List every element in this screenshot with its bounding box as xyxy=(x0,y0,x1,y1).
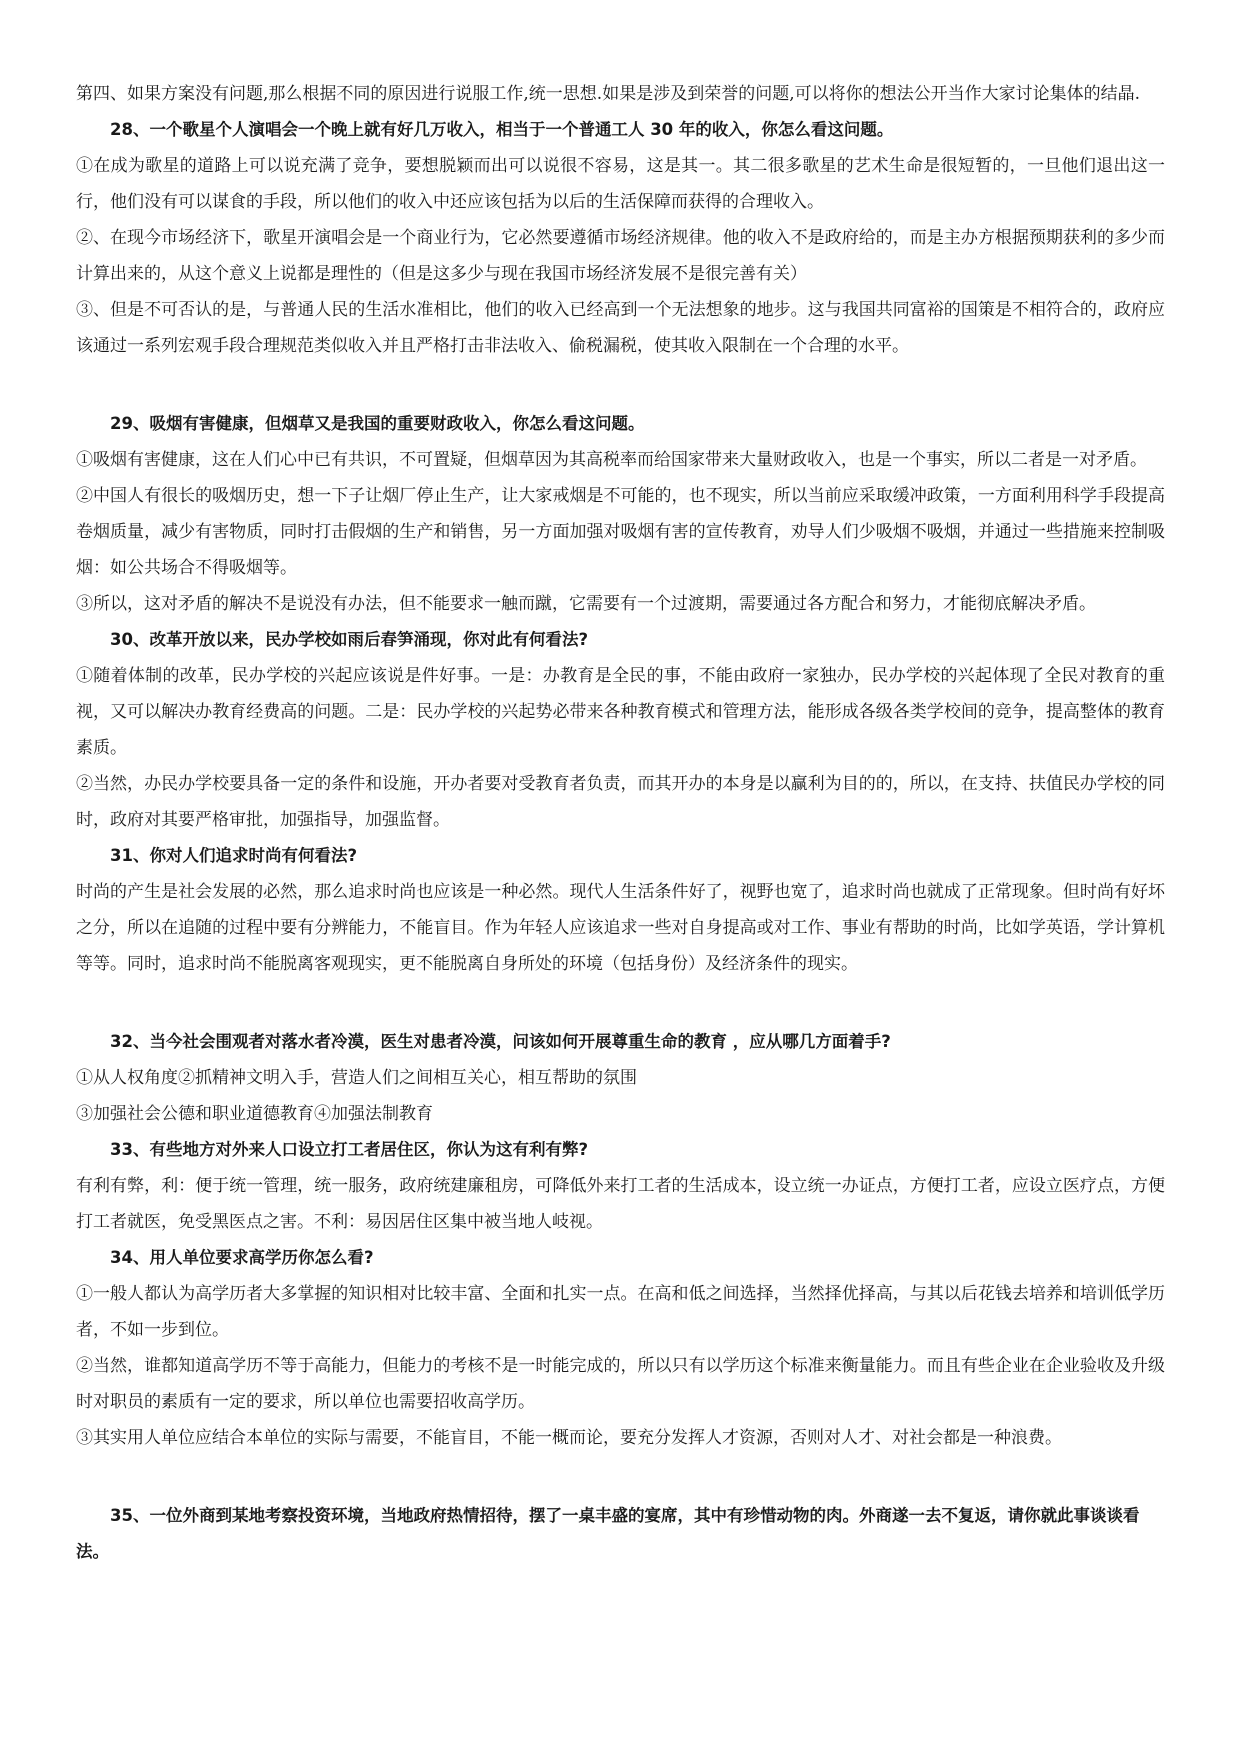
q34-answer-3: ③其实用人单位应结合本单位的实际与需要，不能盲目，不能一概而论，要充分发挥人才资源，否则对人才、对社会都是一种浪费。 xyxy=(76,1428,1062,1448)
question-31-title: 31、你对人们追求时尚有何看法? xyxy=(110,846,358,865)
q30-answer-1: ①随着体制的改革，民办学校的兴起应该说是件好事。一是：办教育是全民的事，不能由政府一家独办，民办学校的兴起体现了全民对教育的重视，又可以解决办教育经费高的问题。二是：民办学校的兴起势必带来各种教育模式和管理方法，能形成各级各类学校间的竞争，提高整体的教育素质。 xyxy=(76,666,1165,758)
question-30-title: 30、改革开放以来，民办学校如雨后春笋涌现，你对此有何看法? xyxy=(110,630,589,649)
question-29-title: 29、吸烟有害健康，但烟草又是我国的重要财政收入，你怎么看这问题。 xyxy=(110,414,645,433)
question-28-title: 28、一个歌星个人演唱会一个晚上就有好几万收入，相当于一个普通工人 30 年的收入，你怎么看这问题。 xyxy=(110,120,894,139)
section-gap xyxy=(76,364,1165,406)
question-34-title: 34、用人单位要求高学历你怎么看? xyxy=(110,1248,374,1267)
q34-answer-1: ①一般人都认为高学历者大多掌握的知识相对比较丰富、全面和扎实一点。在高和低之间选择，当然择优择高，与其以后花钱去培养和培训低学历者，不如一步到位。 xyxy=(76,1284,1165,1340)
q32-answer-1: ①从人权角度②抓精神文明入手，营造人们之间相互关心，相互帮助的氛围 xyxy=(76,1068,637,1088)
q31-answer-1: 时尚的产生是社会发展的必然，那么追求时尚也应该是一种必然。现代人生活条件好了，视野也宽了，追求时尚也就成了正常现象。但时尚有好坏之分，所以在追随的过程中要有分辨能力，不能盲目。作为年轻人应该追求一些对自身提高或对工作、事业有帮助的时尚，比如学英语，学计算机等等。同时，追求时尚不能脱离客观现实，更不能脱离自身所处的环境（包括身份）及经济条件的现实。 xyxy=(76,882,1165,974)
q29-answer-3: ③所以，这对矛盾的解决不是说没有办法，但不能要求一触而蹴，它需要有一个过渡期，需要通过各方配合和努力，才能彻底解决矛盾。 xyxy=(76,594,1096,614)
q29-answer-2: ②中国人有很长的吸烟历史，想一下子让烟厂停止生产，让大家戒烟是不可能的，也不现实，所以当前应采取缓冲政策，一方面利用科学手段提高卷烟质量，减少有害物质，同时打击假烟的生产和销售，另一方面加强对吸烟有害的宣传教育，劝导人们少吸烟不吸烟，并通过一些措施来控制吸烟：如公共场合不得吸烟等。 xyxy=(76,486,1165,578)
question-33-title: 33、有些地方对外来人口设立打工者居住区，你认为这有利有弊? xyxy=(110,1140,589,1159)
q30-answer-2: ②当然，办民办学校要具备一定的条件和设施，开办者要对受教育者负责，而其开办的本身是以赢利为目的的，所以，在支持、扶值民办学校的同时，政府对其要严格审批，加强指导，加强监督。 xyxy=(76,774,1165,830)
question-35-title: 35、一位外商到某地考察投资环境，当地政府热情招待，摆了一桌丰盛的宴席，其中有珍惜动物的肉。外商遂一去不复返，请你就此事谈谈看法。 xyxy=(76,1506,1140,1561)
intro-paragraph: 第四、如果方案没有问题,那么根据不同的原因进行说服工作,统一思想.如果是涉及到荣誉的问题,可以将你的想法公开当作大家讨论集体的结晶. xyxy=(76,84,1141,104)
section-gap xyxy=(76,1456,1165,1498)
q28-answer-1: ①在成为歌星的道路上可以说充满了竞争，要想脱颖而出可以说很不容易，这是其一。其二很多歌星的艺术生命是很短暂的，一旦他们退出这一行，他们没有可以谋食的手段，所以他们的收入中还应该包括为以后的生活保障而获得的合理收入。 xyxy=(76,156,1165,212)
q33-answer-1: 有利有弊，利：便于统一管理，统一服务，政府统建廉租房，可降低外来打工者的生活成本，设立统一办证点，方便打工者，应设立医疗点，方便打工者就医，免受黑医点之害。不利：易因居住区集中被当地人岐视。 xyxy=(76,1176,1165,1232)
q32-answer-2: ③加强社会公德和职业道德教育④加强法制教育 xyxy=(76,1104,433,1124)
q29-answer-1: ①吸烟有害健康，这在人们心中已有共识，不可置疑，但烟草因为其高税率而给国家带来大量财政收入，也是一个事实，所以二者是一对矛盾。 xyxy=(76,450,1147,470)
question-32-title: 32、当今社会围观者对落水者冷漠，医生对患者冷漠，问该如何开展尊重生命的教育 ，应从哪几方面着手? xyxy=(110,1032,891,1051)
q28-answer-3: ③、但是不可否认的是，与普通人民的生活水准相比，他们的收入已经高到一个无法想象的地步。这与我国共同富裕的国策是不相符合的，政府应该通过一系列宏观手段合理规范类似收入并且严格打击非法收入、偷税漏税，使其收入限制在一个合理的水平。 xyxy=(76,300,1165,356)
section-gap xyxy=(76,982,1165,1024)
q34-answer-2: ②当然，谁都知道高学历不等于高能力，但能力的考核不是一时能完成的，所以只有以学历这个标准来衡量能力。而且有些企业在企业验收及升级时对职员的素质有一定的要求，所以单位也需要招收高学历。 xyxy=(76,1356,1165,1412)
q28-answer-2: ②、在现今市场经济下，歌星开演唱会是一个商业行为，它必然要遵循市场经济规律。他的收入不是政府给的，而是主办方根据预期获利的多少而计算出来的，从这个意义上说都是理性的（但是这多少与现在我国市场经济发展不是很完善有关） xyxy=(76,228,1165,284)
